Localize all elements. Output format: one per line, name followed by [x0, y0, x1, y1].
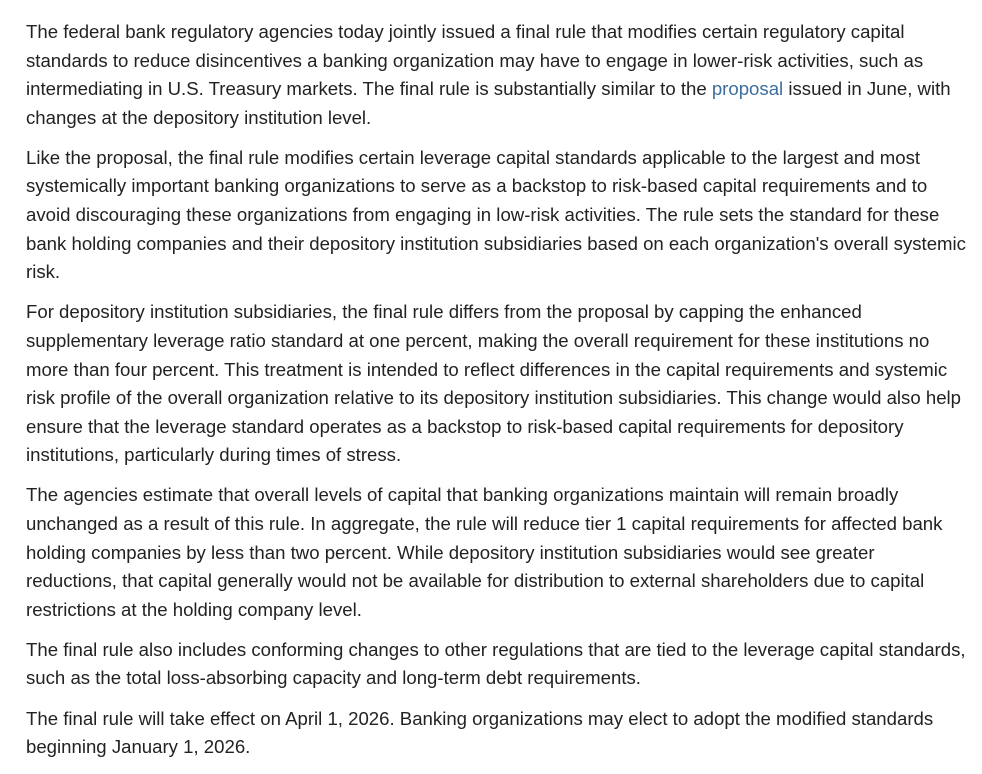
paragraph-intro-text-before: The federal bank regulatory agencies today jointly issued a final rule that modifies certain regulatory capital standards to reduce disincentives a banking organization may have to engage in lower-risk activities, such as intermediating in U.S. Treasury markets. The final rule is substantially similar to the: [26, 21, 924, 100]
paragraph-conforming-changes: The final rule also includes conforming changes to other regulations that are tied to the leverage capital standards, such as the total loss-absorbing capacity and long-term debt requirements.: [26, 638, 966, 689]
paragraph-leverage-standards: Like the proposal, the final rule modifies certain leverage capital standards applicable to the largest and most systemically important banking organizations to serve as a backstop to risk-based capital requirements and to avoid discouraging these organizations from engaging in low-risk activities. The rule sets the standard for these bank holding companies and their depository institution subsidiaries based on each organization's overall systemic risk.: [26, 146, 966, 283]
paragraph-effective-date: The final rule will take effect on April 1, 2026. Banking organizations may elect to adopt the modified standards beginning January 1, 2026.: [26, 707, 934, 758]
paragraph-depository-subsidiaries: For depository institution subsidiaries, the final rule differs from the proposal by capping the enhanced supplementary leverage ratio standard at one percent, making the overall requirement for these institutions no more than four percent. This treatment is intended to reflect differences in the capital requirements and systemic risk profile of the overall organization relative to its depository institution subsidiaries. This change would also help ensure that the leverage standard operates as a backstop to risk-based capital requirements for depository institutions, particularly during times of stress.: [26, 301, 962, 466]
paragraph-intro: [26, 18, 966, 132]
article-body: [26, 18, 966, 773]
paragraph-intro-text-after: issued in June, with changes at the depository institution level.: [26, 78, 951, 128]
proposal-link[interactable]: proposal: [711, 78, 784, 100]
paragraph-capital-estimate: The agencies estimate that overall levels of capital that banking organizations maintain will remain broadly unchanged as a result of this rule. In aggregate, the rule will reduce tier 1 capital requirements for affected bank holding companies by less than two percent. While depository institution subsidiaries would see greater reductions, that capital generally would not be available for distribution to external shareholders due to capital restrictions at the holding company level.: [26, 484, 943, 620]
